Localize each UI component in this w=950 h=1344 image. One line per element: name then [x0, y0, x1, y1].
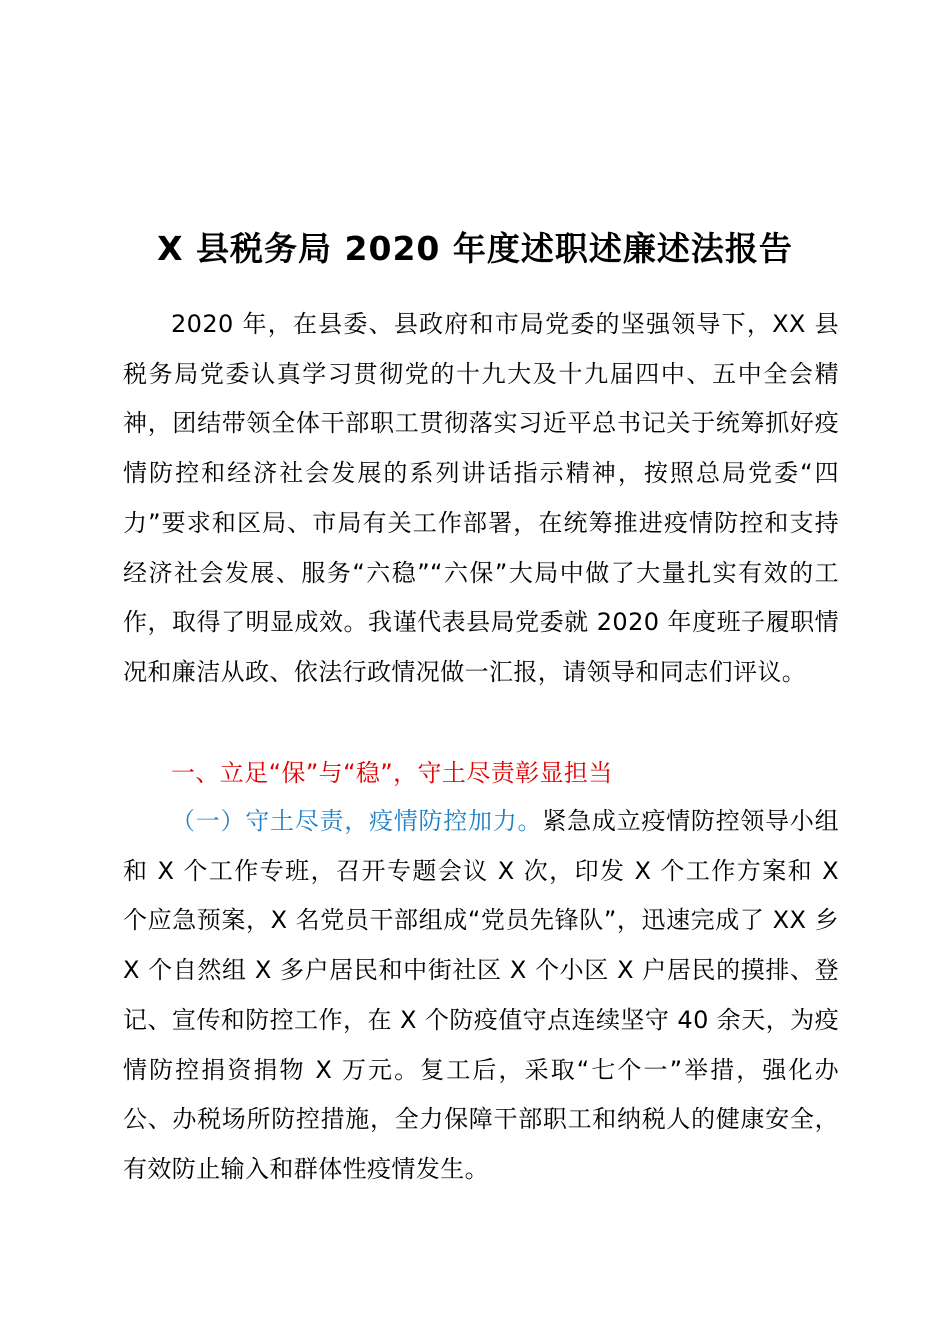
subsection-paragraph: [123, 797, 839, 1195]
subsection-body: 紧急成立疫情防控领导小组和 X 个工作专班，召开专题会议 X 次，印发 X 个工作方案和 X 个应急预案，X 名党员干部组成“党员先锋队”，迅速完成了 XX 乡 X 个自然组 X 多户居民和中街社区 X 个小区 X 户居民的摸排、登记、宣传和防控工作，在 X 个防疫值守点连续坚守 40 余天，为疫情防控捐资捐物 X 万元。复工后，采取“七个一”举措，强化办公、办税场所防控措施，全力保障干部职工和纳税人的健康安全，有效防止输入和群体性疫情发生。: [123, 807, 839, 1183]
document-title: X 县税务局 2020 年度述职述廉述法报告: [157, 229, 793, 268]
subsection-heading: （一）守土尽责，疫情防控加力。: [171, 807, 543, 835]
section-heading: 一、立足“保”与“稳”，守土尽责彰显担当: [171, 759, 613, 787]
intro-paragraph: 2020 年，在县委、县政府和市局党委的坚强领导下，XX 县税务局党委认真学习贯彻党的十九大及十九届四中、五中全会精神，团结带领全体干部职工贯彻落实习近平总书记关于统筹抓好疫情防控和经济社会发展的系列讲话指示精神，按照总局党委“四力”要求和区局、市局有关工作部署，在统筹推进疫情防控和支持经济社会发展、服务“六稳”“六保”大局中做了大量扎实有效的工作，取得了明显成效。我谨代表县局党委就 2020 年度班子履职情况和廉洁从政、依法行政情况做一汇报，请领导和同志们评议。: [123, 310, 839, 686]
